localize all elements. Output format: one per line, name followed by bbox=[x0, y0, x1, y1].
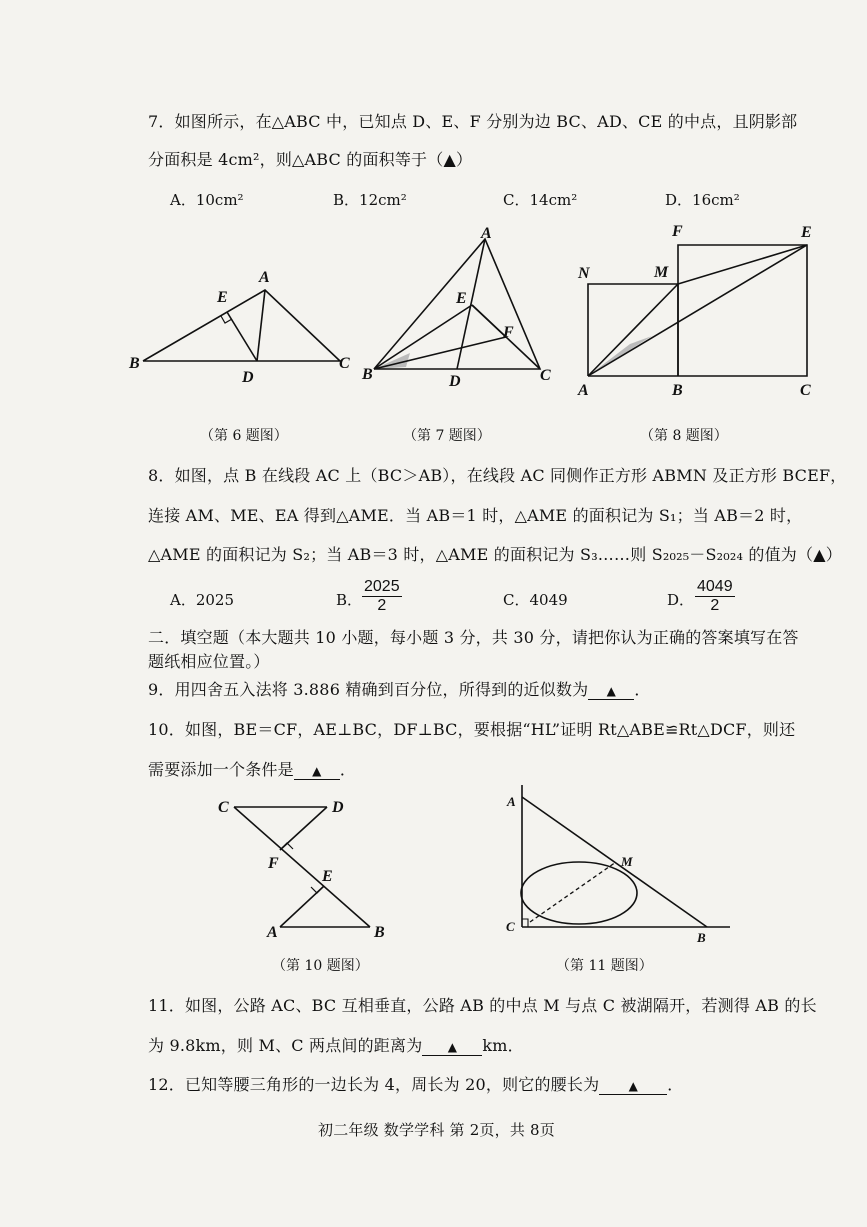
q7-line1: 7．如图所示，在△ABC 中，已知点 D、E、F 分别为边 BC、AD、CE 的中点，且阴影部 bbox=[148, 112, 798, 131]
fig10-caption: （第 10 题图） bbox=[272, 958, 369, 974]
fig11-label-a: A bbox=[507, 794, 516, 809]
figure-6 bbox=[125, 260, 360, 385]
fig7-label-f: F bbox=[503, 324, 514, 341]
q9-tail: ． bbox=[634, 680, 651, 699]
page-footer: 初二年级 数学学科 第 2页，共 8页 bbox=[318, 1121, 555, 1139]
fig11-label-m: M bbox=[621, 854, 633, 869]
q11-line2 bbox=[148, 1036, 524, 1056]
q10-line2 bbox=[148, 760, 356, 780]
q8-option-b-numerator: 2025 bbox=[364, 578, 400, 595]
q8-option-d-prefix: D． bbox=[667, 591, 695, 609]
q12-tail: ． bbox=[667, 1075, 684, 1094]
q8-line3: △AME 的面积记为 S₂；当 AB＝3 时，△AME 的面积记为 S₃……则 S₂₀₂₅－S₂₀₂₄ 的值为（▲） bbox=[148, 545, 842, 564]
fig8-label-b: B bbox=[672, 382, 683, 399]
fig8-label-a: A bbox=[578, 382, 589, 399]
answer-mark-icon: ▲ bbox=[628, 1079, 638, 1093]
fig11-caption: （第 11 题图） bbox=[556, 958, 653, 974]
fig6-caption: （第 6 题图） bbox=[200, 428, 288, 444]
figure-10 bbox=[210, 790, 410, 950]
fig10-label-c: C bbox=[218, 799, 229, 816]
fig7-caption: （第 7 题图） bbox=[403, 428, 491, 444]
fig8-label-c: C bbox=[800, 382, 811, 399]
fig8-label-n: N bbox=[578, 265, 590, 282]
q8-option-b-fraction bbox=[362, 578, 402, 615]
q7-option-b: B．12cm² bbox=[333, 191, 407, 209]
fig6-label-d: D bbox=[242, 369, 254, 385]
fig6-label-e: E bbox=[217, 289, 228, 306]
q10-line1: 10．如图，BE＝CF，AE⊥BC，DF⊥BC，要根据“HL”证明 Rt△ABE≌Rt△DCF，则还 bbox=[148, 720, 796, 739]
fig10-label-b: B bbox=[374, 924, 385, 941]
q8-option-a: A．2025 bbox=[170, 591, 235, 609]
figure-11 bbox=[495, 780, 745, 950]
answer-mark-icon: ▲ bbox=[447, 1040, 458, 1054]
q7-option-d: D．16cm² bbox=[665, 191, 740, 209]
fig11-label-c: C bbox=[506, 919, 515, 934]
q11-answer-blank bbox=[422, 1038, 482, 1056]
q7-line2: 分面积是 4cm²，则△ABC 的面积等于（▲） bbox=[148, 150, 473, 169]
section2-heading-line2: 题纸相应位置。） bbox=[148, 652, 270, 671]
q8-option-b-denominator: 2 bbox=[377, 597, 387, 614]
fig7-label-d: D bbox=[449, 373, 461, 390]
q10-answer-blank bbox=[294, 762, 340, 780]
fig7-label-e: E bbox=[456, 290, 467, 307]
fig10-label-d: D bbox=[332, 799, 344, 816]
q9-text: 9．用四舍五入法将 3.886 精确到百分位，所得到的近似数为 bbox=[148, 680, 589, 699]
q9-answer-blank bbox=[588, 682, 634, 700]
answer-mark-icon: ▲ bbox=[312, 764, 322, 778]
q11-line1: 11．如图，公路 AC、BC 互相垂直，公路 AB 的中点 M 与点 C 被湖隔开，若测得 AB 的长 bbox=[148, 996, 817, 1015]
fig8-label-f: F bbox=[672, 223, 683, 240]
section2-heading-line1: 二．填空题（本大题共 10 小题，每小题 3 分，共 30 分，请把你认为正确的答案填写在答 bbox=[148, 628, 799, 647]
q8-line1: 8．如图，点 B 在线段 AC 上（BC＞AB），在线段 AC 同侧作正方形 ABMN 及正方形 BCEF， bbox=[148, 466, 847, 485]
q8-option-d-fraction bbox=[695, 578, 735, 615]
fig7-label-a: A bbox=[481, 225, 492, 242]
answer-mark-icon: ▲ bbox=[606, 684, 617, 698]
q10-tail: ． bbox=[339, 760, 357, 779]
q8-option-d-numerator: 4049 bbox=[697, 578, 733, 595]
q10-text: 需要添加一个条件是 bbox=[148, 760, 294, 779]
q12-answer-blank bbox=[599, 1077, 667, 1095]
q11-tail: km． bbox=[482, 1036, 524, 1055]
fig8-label-m: M bbox=[654, 264, 669, 281]
fig6-label-c: C bbox=[339, 355, 350, 372]
q8-option-c: C．4049 bbox=[503, 591, 568, 609]
figure-8 bbox=[570, 218, 825, 403]
q12-text: 12．已知等腰三角形的一边长为 4，周长为 20，则它的腰长为 bbox=[148, 1075, 600, 1094]
fig10-label-f: F bbox=[268, 855, 279, 872]
q8-option-b-prefix: B． bbox=[336, 591, 363, 609]
fig7-label-b: B bbox=[362, 366, 373, 383]
q8-option-d-denominator: 2 bbox=[710, 597, 720, 614]
q9-line bbox=[148, 680, 651, 700]
q11-text: 为 9.8km，则 M、C 两点间的距离为 bbox=[148, 1036, 423, 1055]
fig7-label-c: C bbox=[540, 367, 551, 384]
fig8-caption: （第 8 题图） bbox=[640, 428, 728, 444]
fig8-label-e: E bbox=[801, 224, 812, 241]
q7-option-a: A．10cm² bbox=[170, 191, 244, 209]
fig11-label-b: B bbox=[697, 930, 706, 945]
fig6-label-b: B bbox=[129, 355, 140, 372]
q8-line2: 连接 AM、ME、EA 得到△AME．当 AB＝1 时，△AME 的面积记为 S₁；当 AB＝2 时， bbox=[148, 506, 803, 525]
q12-line bbox=[148, 1075, 683, 1095]
figure-7 bbox=[360, 225, 560, 390]
q7-option-c: C．14cm² bbox=[503, 191, 578, 209]
fig6-label-a: A bbox=[259, 269, 270, 286]
fig10-label-e: E bbox=[322, 868, 333, 885]
fig10-label-a: A bbox=[267, 924, 278, 941]
